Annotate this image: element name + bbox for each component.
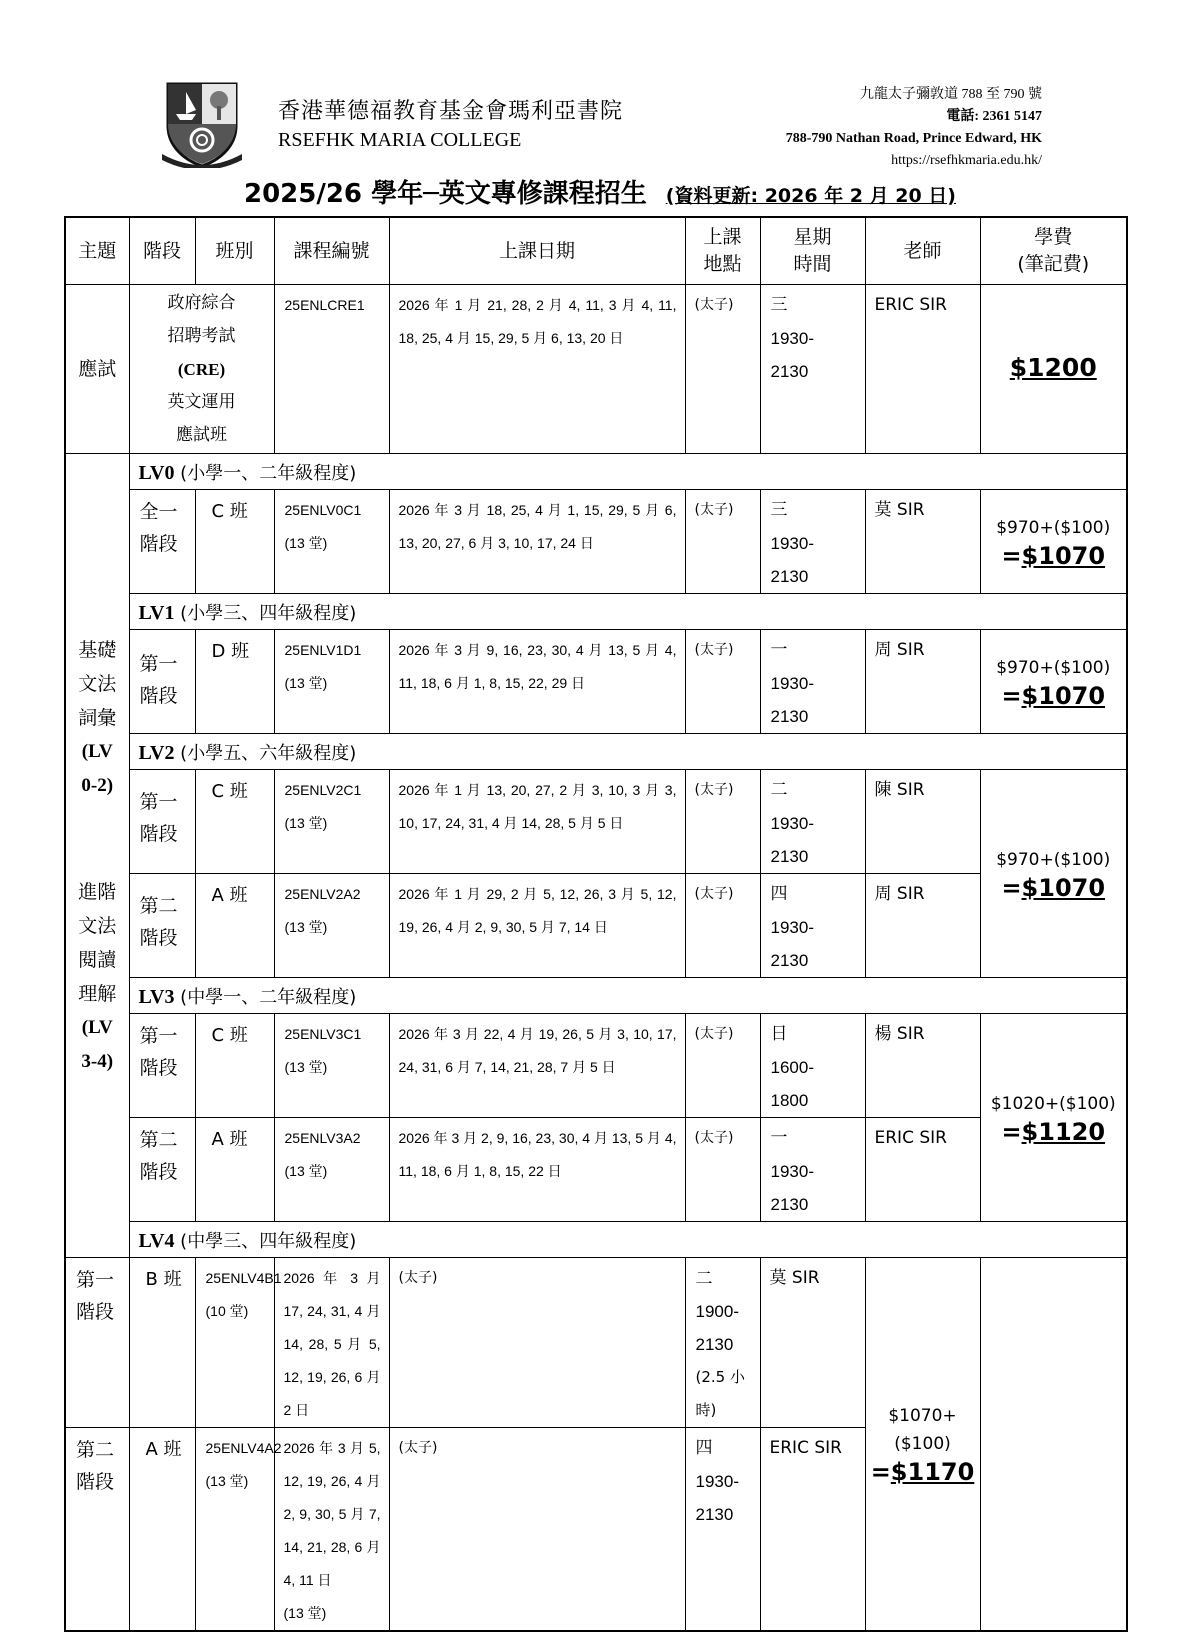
course-fee: $970+($100) =$1070	[980, 770, 1127, 978]
course-weekday-time: 三 1930- 2130	[760, 285, 865, 454]
school-name-en: RSEFHK MARIA COLLEGE	[278, 129, 522, 151]
topic-basic: 基礎 文法 詞彙 (LV 0-2) 進階 文法 閱讀 理解 (LV 3-4)	[65, 454, 129, 1258]
course-dates: 2026 年 3 月 5, 12, 19, 26, 4 月 2, 9, 30, 5 月 7, 14, 21, 28, 6 月 4, 11 日 (13 堂)	[274, 1428, 389, 1632]
course-dates: 2026 年 3 月 9, 16, 23, 30, 4 月 13, 5 月 4, 11, 18, 6 月 1, 8, 15, 22, 29 日	[389, 630, 685, 734]
course-teacher: 莫 SIR	[865, 490, 980, 594]
course-stage: 第二 階段	[65, 1428, 129, 1632]
course-code: 25ENLV3C1 (13 堂)	[274, 1014, 389, 1118]
course-code: 25ENLV2A2 (13 堂)	[274, 874, 389, 978]
course-teacher: 莫 SIR	[760, 1258, 865, 1428]
course-class: D 班	[195, 630, 274, 734]
topic-exam: 應試	[65, 285, 129, 454]
course-location: (太子)	[389, 1428, 685, 1632]
course-row-lv1d1	[65, 630, 1127, 734]
course-stage: 第一 階段	[129, 630, 195, 734]
course-stage: 第一 階段	[129, 770, 195, 874]
course-fee: $1020+($100) =$1120	[980, 1014, 1127, 1222]
course-weekday-time: 日 1600- 1800	[760, 1014, 865, 1118]
course-schedule-table	[64, 216, 1128, 1632]
course-location: (太子)	[685, 1118, 760, 1222]
course-location: (太子)	[685, 874, 760, 978]
course-location: (太子)	[685, 1014, 760, 1118]
course-dates: 2026 年 3 月 22, 4 月 19, 26, 5 月 3, 10, 17, 24, 31, 6 月 7, 14, 21, 28, 7 月 5 日	[389, 1014, 685, 1118]
course-teacher: ERIC SIR	[760, 1428, 865, 1632]
level-header-lv3: LV3 (中學一、二年級程度)	[65, 978, 1127, 1014]
course-teacher: ERIC SIR	[865, 285, 980, 454]
header-dates: 上課日期	[389, 217, 685, 285]
header-topic: 主題	[65, 217, 129, 285]
course-stage: 第二 階段	[129, 1118, 195, 1222]
school-contact-block	[786, 84, 1042, 172]
course-stage: 第二 階段	[129, 874, 195, 978]
address-cn: 九龍太子彌敦道 788 至 790 號	[860, 87, 1042, 102]
level-header-lv4: LV4 (中學三、四年級程度)	[65, 1222, 1127, 1258]
header-weekday-time: 星期 時間	[760, 217, 865, 285]
course-stage: 全一 階段	[129, 490, 195, 594]
course-location: (太子)	[685, 770, 760, 874]
course-stage: 第一 階段	[65, 1258, 129, 1428]
course-fee: $970+($100) =$1070	[980, 490, 1127, 594]
course-weekday-time: 四 1930- 2130	[760, 874, 865, 978]
course-fee: $1200	[980, 285, 1127, 454]
header-teacher: 老師	[865, 217, 980, 285]
course-class: A 班	[129, 1428, 195, 1632]
course-teacher: ERIC SIR	[865, 1118, 980, 1222]
header-location: 上課 地點	[685, 217, 760, 285]
course-row-lv3c1	[65, 1014, 1127, 1118]
update-date: (資料更新: 2026 年 2 月 20 日)	[665, 185, 956, 207]
course-location: (太子)	[685, 285, 760, 454]
title-main: 2025/26 學年─英文專修課程招生	[243, 179, 647, 209]
course-weekday-time: 二 1930- 2130	[760, 770, 865, 874]
header-class: 班別	[195, 217, 274, 285]
course-teacher: 陳 SIR	[865, 770, 980, 874]
school-crest-logo	[162, 80, 242, 168]
course-weekday-time: 四 1930- 2130	[685, 1428, 760, 1632]
course-code: 25ENLV0C1 (13 堂)	[274, 490, 389, 594]
header-stage: 階段	[129, 217, 195, 285]
course-weekday-time: 一 1930- 2130	[760, 630, 865, 734]
course-code: 25ENLV4B1 (10 堂)	[195, 1258, 274, 1428]
course-weekday-time: 一 1930- 2130	[760, 1118, 865, 1222]
course-row-lv2c1	[65, 770, 1127, 874]
course-teacher: 周 SIR	[865, 630, 980, 734]
course-teacher: 楊 SIR	[865, 1014, 980, 1118]
address-en: 788-790 Nathan Road, Prince Edward, HK	[785, 131, 1042, 146]
course-dates: 2026 年 3 月 18, 25, 4 月 1, 15, 29, 5 月 6, 13, 20, 27, 6 月 3, 10, 17, 24 日	[389, 490, 685, 594]
course-class: C 班	[195, 770, 274, 874]
course-code: 25ENLV1D1 (13 堂)	[274, 630, 389, 734]
level-header-lv1: LV1 (小學三、四年級程度)	[65, 594, 1127, 630]
course-class: C 班	[195, 490, 274, 594]
header-code: 課程編號	[274, 217, 389, 285]
course-dates: 2026 年 3 月 2, 9, 16, 23, 30, 4 月 13, 5 月 4, 11, 18, 6 月 1, 8, 15, 22 日	[389, 1118, 685, 1222]
page-title	[0, 176, 1200, 214]
level-header-lv2: LV2 (小學五、六年級程度)	[65, 734, 1127, 770]
website-link[interactable]: https://rsefhkmaria.edu.hk/	[891, 153, 1042, 168]
phone: 電話: 2361 5147	[946, 109, 1042, 124]
course-row-lv4b1	[65, 1258, 1127, 1428]
course-weekday-time: 二 1900- 2130 (2.5 小時)	[685, 1258, 760, 1428]
course-code: 25ENLV2C1 (13 堂)	[274, 770, 389, 874]
course-dates: 2026 年 3 月 17, 24, 31, 4 月 14, 28, 5 月 5, 12, 19, 26, 6 月 2 日	[274, 1258, 389, 1428]
course-code: 25ENLCRE1	[274, 285, 389, 454]
cre-stage: 政府綜合 招聘考試 (CRE) 英文運用 應試班	[129, 285, 274, 454]
header-fee: 學費 (筆記費)	[980, 217, 1127, 285]
course-row-lv2a2	[65, 874, 1127, 978]
school-name-cn: 香港華德福教育基金會瑪利亞書院	[278, 99, 624, 124]
course-location: (太子)	[389, 1258, 685, 1428]
course-dates: 2026 年 1 月 13, 20, 27, 2 月 3, 10, 3 月 3, 10, 17, 24, 31, 4 月 14, 28, 5 月 5 日	[389, 770, 685, 874]
course-code: 25ENLV4A2 (13 堂)	[195, 1428, 274, 1632]
course-dates: 2026 年 1 月 21, 28, 2 月 4, 11, 3 月 4, 11, 18, 25, 4 月 15, 29, 5 月 6, 13, 20 日	[389, 285, 685, 454]
header-row	[65, 217, 1127, 285]
course-weekday-time: 三 1930- 2130	[760, 490, 865, 594]
course-fee: $970+($100) =$1070	[980, 630, 1127, 734]
course-class: C 班	[195, 1014, 274, 1118]
course-class: A 班	[195, 1118, 274, 1222]
course-location: (太子)	[685, 490, 760, 594]
course-dates: 2026 年 1 月 29, 2 月 5, 12, 26, 3 月 5, 12, 19, 26, 4 月 2, 9, 30, 5 月 7, 14 日	[389, 874, 685, 978]
course-location: (太子)	[685, 630, 760, 734]
course-stage: 第一 階段	[129, 1014, 195, 1118]
course-code: 25ENLV3A2 (13 堂)	[274, 1118, 389, 1222]
course-class: A 班	[195, 874, 274, 978]
course-row-cre	[65, 285, 1127, 454]
course-row-lv0c1	[65, 490, 1127, 594]
course-class: B 班	[129, 1258, 195, 1428]
course-row-lv3a2	[65, 1118, 1127, 1222]
course-teacher: 周 SIR	[865, 874, 980, 978]
course-fee: $1070+($100) =$1170	[865, 1258, 980, 1632]
level-header-lv0: 基礎 文法 詞彙 (LV 0-2) 進階 文法 閱讀 理解 (LV 3-4) LV0 (小學一、二年級程度)	[65, 454, 1127, 490]
